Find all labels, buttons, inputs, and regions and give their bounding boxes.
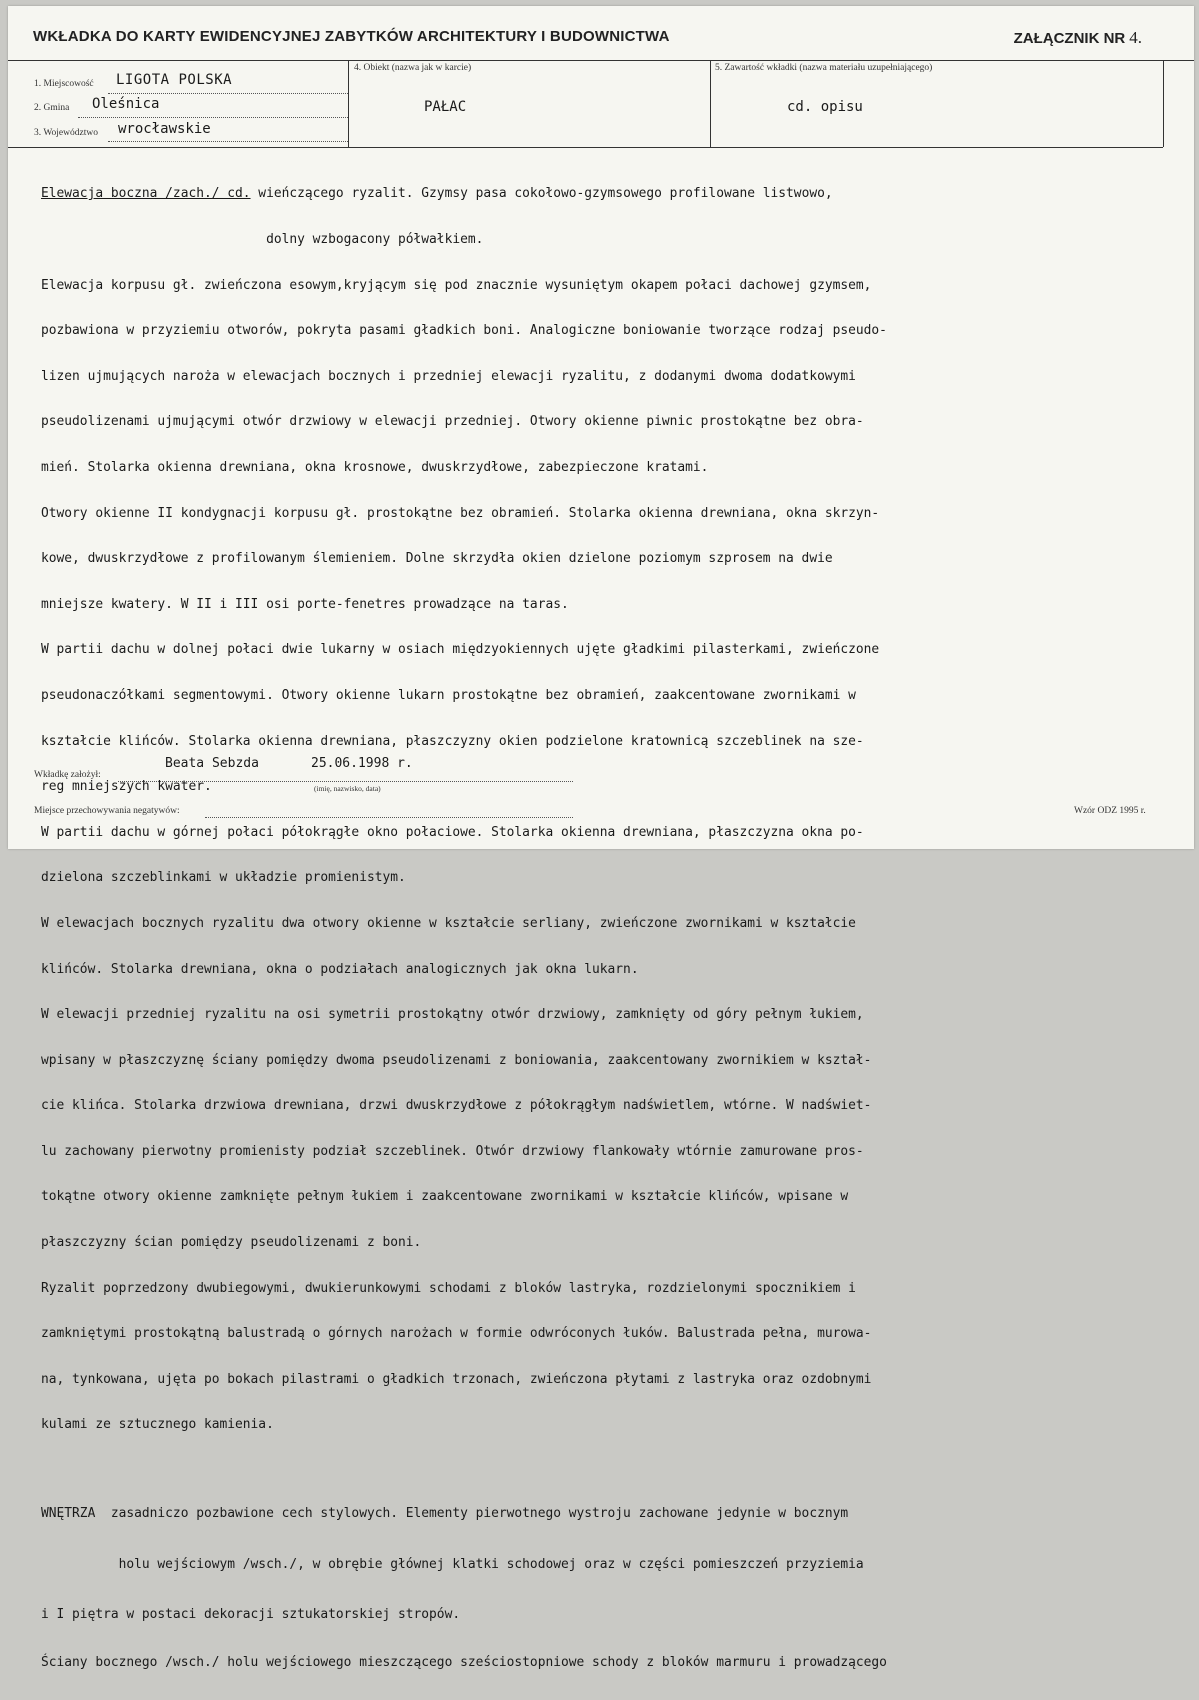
body-line: zamkniętymi prostokątną balustradą o górnych narożach w formie odwróconych łuków. Balustrada pełna, murowa- <box>41 1326 872 1342</box>
content-value: cd. opisu <box>787 99 863 115</box>
interiors-line: i I piętra w postaci dekoracji sztukatorskiej stropów. <box>41 1607 461 1623</box>
interiors-line: holu wejściowym /wsch./, w obrębie głównej klatki schodowej oraz w części pomieszczeń przyziemia <box>41 1556 864 1572</box>
body-line: wpisany w płaszczyznę ściany pomiędzy dwoma pseudolizenami z boniowania, zaakcentowany zwornikiem w kształ- <box>41 1052 872 1068</box>
body-line: pseudonaczółkami segmentowymi. Otwory okienne lukarn prostokątne bez obramień, zaakcentowane zwornikami w <box>41 687 856 703</box>
locality-label: 1. Miejscowość <box>34 79 94 89</box>
content-label: 5. Zawartość wkładki (nazwa materiału uzupełniającego) <box>715 63 933 73</box>
section-heading: Elewacja boczna /zach./ cd. <box>41 186 251 202</box>
annex-number: 4. <box>1129 28 1142 47</box>
object-value: PAŁAC <box>424 99 467 115</box>
body-line-0-text: wieńczącego ryzalit. Gzymsy pasa cokołowo-gzymsowego profilowane listwowo, <box>250 186 833 202</box>
body-line: płaszczyzny ścian pomiędzy pseudolizenami z boni. <box>41 1235 422 1251</box>
frame-divider-2 <box>710 60 711 147</box>
body-line: lizen ujmujących naroża w elewacjach bocznych i przedniej elewacji ryzalitu, z dodanymi dwoma dodatkowymi <box>41 368 856 384</box>
annex-label-text: ZAŁĄCZNIK NR <box>1013 30 1126 47</box>
locality-underline <box>108 93 348 94</box>
frame-divider-1 <box>348 60 349 147</box>
annex-label <box>1014 28 1142 48</box>
body-line: mień. Stolarka okienna drewniana, okna krosnowe, dwuskrzydłowe, zabezpieczone kratami. <box>41 459 709 475</box>
author-label: Wkładkę założył: <box>34 770 101 780</box>
body-line: W partii dachu w dolnej połaci dwie lukarny w osiach międzyokiennych ujęte gładkimi pilasterkami, zwieńczone <box>41 642 880 658</box>
interiors-line: WNĘTRZA zasadniczo pozbawione cech stylowych. Elementy pierwotnego wystroju zachowane jedynie w bocznym <box>41 1506 849 1522</box>
author-underline <box>118 781 573 782</box>
body-line: kształcie klińców. Stolarka okienna drewniana, płaszczyzny okien podzielone kratownicą szczeblinek na sze- <box>41 733 864 749</box>
body-line: dolny wzbogacony półwałkiem. <box>41 232 484 247</box>
frame-right-line <box>1163 60 1164 147</box>
body-line: mniejsze kwatery. W II i III osi porte-fenetres prowadzące na taras. <box>41 596 569 612</box>
voivodeship-value: wrocławskie <box>118 121 211 137</box>
body-line: reg mniejszych kwater. <box>41 779 212 795</box>
body-line: dzielona szczeblinkami w układzie promienistym. <box>41 870 406 886</box>
negatives-label: Miejsce przechowywania negatywów: <box>34 806 180 816</box>
card-title: WKŁADKA DO KARTY EWIDENCYJNEJ ZABYTKÓW ARCHITEKTURY I BUDOWNICTWA <box>33 28 670 45</box>
body-line: cie klińca. Stolarka drzwiowa drewniana, drzwi dwuskrzydłowe z półokrągłym nadświetlem, wtórne. W nadświet- <box>41 1098 872 1114</box>
body-line: W partii dachu w górnej połaci półokrągłe okno połaciowe. Stolarka okienna drewniana, płaszczyzna okna po- <box>41 824 864 840</box>
voivodeship-underline <box>108 141 348 142</box>
author-name: Beata Sebzda <box>165 756 259 771</box>
voivodeship-label: 3. Województwo <box>34 128 98 138</box>
inventory-card <box>8 6 1194 1670</box>
body-line: pseudolizenami ujmującymi otwór drzwiowy w elewacji przedniej. Otwory okienne piwnic prostokątne bez obra- <box>41 414 864 430</box>
body-line: Ryzalit poprzedzony dwubiegowymi, dwukierunkowymi schodami z bloków lastryka, rozdzielonymi spocznikiem i <box>41 1280 856 1296</box>
commune-underline <box>78 117 348 118</box>
body-line: W elewacjach bocznych ryzalitu dwa otwory okienne w kształcie serliany, zwieńczone zwornikami w kształcie <box>41 915 856 931</box>
frame-top-line <box>8 60 1194 61</box>
locality-value: LIGOTA POLSKA <box>116 72 233 88</box>
body-line: Elewacja korpusu gł. zwieńczona esowym,kryjącym się pod znacznie wysuniętym okapem połaci dachowej gzymsem, <box>41 277 872 293</box>
description-body <box>41 156 887 1700</box>
object-label: 4. Obiekt (nazwa jak w karcie) <box>354 63 472 73</box>
body-line: na, tynkowana, ujęta po bokach pilastrami o gładkich trzonach, zwieńczona płytami z lastryka oraz ozdobnymi <box>41 1371 872 1387</box>
body-line: tokątne otwory okienne zamknięte pełnym łukiem i zaakcentowane zwornikami w kształcie klińców, wpisane w <box>41 1189 849 1205</box>
interiors-line: Ściany bocznego /wsch./ holu wejściowego mieszczącego sześciostopniowe schody z bloków marmuru i prowadzącego <box>41 1654 887 1670</box>
paragraph-gap <box>41 1463 887 1476</box>
body-line: kulami ze sztucznego kamienia. <box>41 1417 274 1433</box>
body-line: kowe, dwuskrzydłowe z profilowanym ślemieniem. Dolne skrzydła okien dzielone poziomym szprosem na dwie <box>41 551 833 567</box>
commune-value: Oleśnica <box>92 96 160 112</box>
body-line: lu zachowany pierwotny promienisty podział szczeblinek. Otwór drzwiowy flankowały wtórnie zamurowane pros- <box>41 1143 864 1159</box>
body-line: klińców. Stolarka drewniana, okna o podziałach analogicznych jak okna lukarn. <box>41 961 639 977</box>
author-date: 25.06.1998 r. <box>311 756 413 771</box>
frame-fields-bottom-line <box>8 147 1163 148</box>
body-line: pozbawiona w przyziemiu otworów, pokryta pasami gładkich boni. Analogiczne boniowanie tworzące rodzaj pseudo- <box>41 323 887 339</box>
commune-label: 2. Gmina <box>34 103 70 113</box>
form-model: Wzór ODZ 1995 r. <box>1074 806 1146 816</box>
body-line: Otwory okienne II kondygnacji korpusu gł. prostokątne bez obramień. Stolarka okienna drewniana, okna skrzyn- <box>41 505 880 521</box>
body-line-0 <box>41 186 887 201</box>
author-caption: (imię, nazwisko, data) <box>314 784 381 793</box>
negatives-underline <box>205 817 573 818</box>
body-line: W elewacji przedniej ryzalitu na osi symetrii prostokątny otwór drzwiowy, zamknięty od góry pełnym łukiem, <box>41 1007 864 1023</box>
